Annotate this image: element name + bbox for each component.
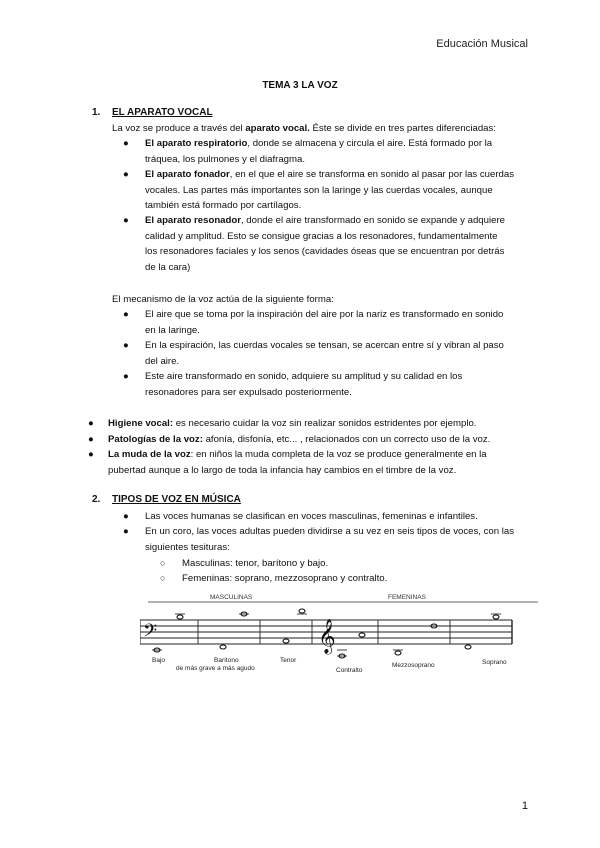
intro-text: La voz se produce a través del (112, 123, 246, 134)
note-high-tenor (299, 609, 305, 613)
note-low-mezzo (395, 651, 401, 655)
bullet-icon: ● (88, 418, 94, 429)
bullet-icon: ● (123, 511, 129, 522)
part-text: tráquea, los pulmones y el diafragma. (145, 153, 305, 165)
bullet-icon: ● (123, 138, 129, 149)
list-item (123, 509, 527, 525)
bullet-icon: ● (88, 449, 94, 460)
section-1-intro (112, 121, 496, 137)
section-2-number: 2. (92, 494, 101, 505)
bullet-icon: ● (123, 340, 129, 351)
sub-list-item (160, 571, 388, 587)
list-item (88, 416, 527, 432)
extra-text: afonía, disfonía, etc... , relacionados con un correcto uso de la voz. (202, 434, 491, 445)
page-title: TEMA 3 LA VOZ (262, 80, 338, 91)
section-1-title: EL APARATO VOCAL (112, 107, 213, 118)
extra-title: La muda de la voz (108, 449, 191, 460)
list-item (123, 136, 527, 167)
bullet-icon: ● (123, 371, 129, 382)
extra-text: : en niños la muda completa de la voz se produce generalmente en la (190, 449, 487, 460)
bullet-icon: ● (123, 309, 129, 320)
voice-label-baritono: Barítono (214, 657, 239, 664)
part-title: El aparato respiratorio (145, 138, 248, 149)
part-text: , donde el aire transformado en sonido se expande y adquiere (240, 215, 505, 226)
part-text: los resonadores faciales y los senos (cavidades óseas que se encuentran por detrás (145, 246, 505, 257)
mechanism-text: Este aire transformado en sonido, adquiere su amplitud y su calidad en los (145, 371, 463, 382)
section-1-number: 1. (92, 107, 101, 118)
list-item (123, 369, 527, 400)
treble-clef-icon: 𝄞 (318, 620, 336, 653)
part-text: también está formado por cartílagos. (145, 200, 302, 211)
mechanism-text: en la laringe. (145, 324, 200, 336)
mechanism-text: En la espiración, las cuerdas vocales se tensan, se acercan entre sí y vibran al paso (145, 340, 504, 351)
list-item (88, 447, 527, 478)
figure-caption: de más grave a más agudo (176, 665, 255, 672)
extra-text: es necesario cuidar la voz sin realizar sonidos estridentes por ejemplo. (173, 418, 477, 429)
intro-bold: aparato vocal. (245, 123, 310, 134)
extra-title: Higiene vocal: (108, 418, 174, 429)
page-header: Educación Musical (436, 38, 528, 50)
bullet-icon: ● (88, 434, 94, 445)
label-femeninas: FEMENINAS (388, 594, 426, 601)
list-item (123, 338, 527, 369)
voice-range-figure (140, 588, 540, 684)
mechanism-text: del aire. (145, 355, 180, 367)
bullet-icon: ● (123, 215, 129, 226)
note-high-bajo (177, 615, 183, 619)
extra-text: pubertad aunque a lo largo de toda la infancia hay cambios en el timbre de la voz. (108, 464, 457, 476)
part-text: , en el que el aire se transforma en sonido al pasar por las cuerdas (229, 169, 515, 180)
voice-label-tenor: Tenor (280, 657, 297, 664)
voice-label-soprano: Soprano (482, 659, 507, 666)
voice-text: siguientes tesituras: (145, 541, 230, 553)
note-high-contralto (359, 633, 365, 637)
list-item (123, 167, 527, 214)
part-text: calidad y amplitud. Esto se consigue gracias a los resonadores, fundamentalmente (145, 230, 498, 242)
circle-bullet-icon: ○ (160, 558, 166, 568)
subitem-text: Masculinas: tenor, barítono y bajo. (182, 558, 329, 569)
section-1-heading (92, 107, 213, 118)
list-item (123, 213, 527, 275)
voice-label-bajo: Bajo (152, 657, 166, 664)
part-text: , donde se almacena y circula el aire. Está formado por la (247, 138, 493, 149)
voice-text: En un coro, las voces adultas pueden dividirse a su vez en seis tipos de voces, con las (145, 526, 515, 537)
sub-list-item (160, 556, 329, 572)
intro-text-end: Éste se divide en tres partes diferenciadas: (309, 123, 496, 134)
note-low-baritono (220, 645, 226, 649)
voice-label-contralto: Contralto (336, 667, 363, 674)
mechanism-intro: El mecanismo de la voz actúa de la siguiente forma: (112, 294, 334, 305)
mechanism-text: El aire que se toma por la inspiración del aire por la nariz es transformado en sonido (145, 309, 504, 320)
subitem-text: Femeninas: soprano, mezzosoprano y contralto. (182, 573, 388, 584)
voice-text: Las voces humanas se clasifican en voces masculinas, femeninas e infantiles. (145, 511, 478, 522)
voice-label-mezzosoprano: Mezzosoprano (392, 662, 435, 669)
part-text: vocales. Las partes más importantes son la laringe y las cuerdas vocales, aunque (145, 184, 493, 196)
note-high-soprano (493, 615, 499, 619)
list-item (123, 307, 527, 338)
list-item (123, 524, 527, 555)
bullet-icon: ● (123, 526, 129, 537)
note-low-soprano (465, 645, 471, 649)
bass-clef-icon: 𝄢 (143, 620, 158, 645)
page-number: 1 (521, 800, 528, 812)
mechanism-text: resonadores para ser expulsado posteriormente. (145, 386, 352, 398)
note-low-tenor (283, 639, 289, 643)
bullet-icon: ● (123, 169, 129, 180)
part-title: El aparato resonador (145, 215, 241, 226)
part-title: El aparato fonador (145, 169, 230, 180)
part-text: de la cara) (145, 261, 191, 273)
circle-bullet-icon: ○ (160, 573, 166, 583)
label-masculinas: MASCULINAS (210, 594, 253, 601)
section-2-heading (92, 494, 241, 505)
extra-title: Patologías de la voz: (108, 434, 203, 445)
list-item (88, 432, 527, 448)
section-2-title: TIPOS DE VOZ EN MÚSICA (112, 494, 241, 505)
